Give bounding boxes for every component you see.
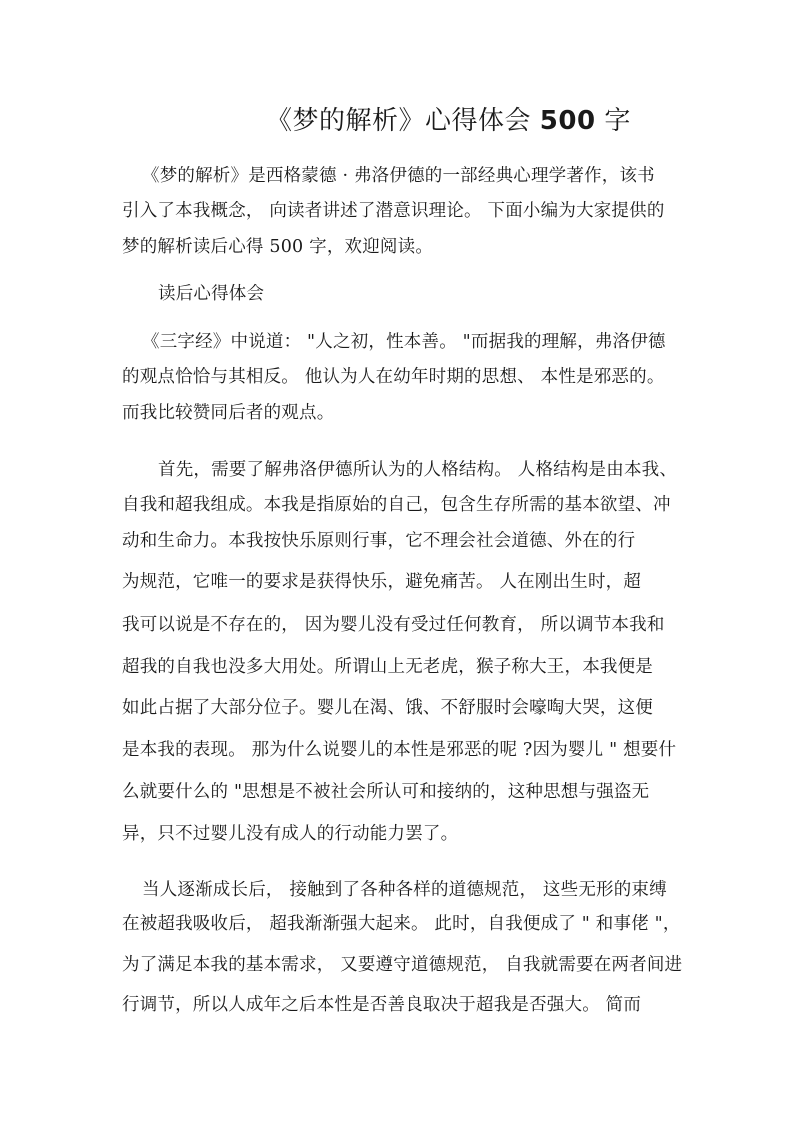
text-line: 为规范，它唯一的要求是获得快乐，避免痛苦。 人在刚出生时，超 <box>122 572 642 592</box>
text-line: 《梦的解析》是西格蒙德 · 弗洛伊德的一部经典心理学著作，该书 <box>142 166 655 186</box>
text-line: 当人逐渐成长后， 接触到了各种各样的道德规范， 这些无形的束缚 <box>142 880 667 900</box>
text-line: 引入了本我概念， 向读者讲述了潜意识理论。 下面小编为大家提供的 <box>122 201 665 221</box>
section-heading: 读后心得体会 <box>158 284 265 304</box>
text-line: 么就要什么的 "思想是不被社会所认可和接纳的，这种思想与强盗无 <box>122 782 650 802</box>
text-line: 异，只不过婴儿没有成人的行动能力罢了。 <box>122 824 459 844</box>
text-line: 我可以说是不存在的， 因为婴儿没有受过任何教育， 所以调节本我和 <box>122 615 665 635</box>
text-line: 超我的自我也没多大用处。所谓山上无老虎，猴子称大王，本我便是 <box>122 657 653 677</box>
page-title <box>266 101 631 141</box>
title-text: 《梦的解析》心得体会 <box>266 106 532 136</box>
text-line: 自我和超我组成。本我是指原始的自己，包含生存所需的基本欲望、冲 <box>122 495 671 515</box>
title-suffix: 字 <box>604 106 631 136</box>
text-line: 而我比较赞同后者的观点。 <box>122 403 335 423</box>
text-line: 在被超我吸收后， 超我渐渐强大起来。 此时，自我便成了 " 和事佬 "， <box>122 914 681 934</box>
text-line: 《三字经》中说道： "人之初，性本善。 "而据我的理解，弗洛伊德 <box>142 332 666 352</box>
title-number: 500 <box>539 106 596 136</box>
text-line: 首先，需要了解弗洛伊德所认为的人格结构。 人格结构是由本我、 <box>158 460 678 480</box>
text-line: 的观点恰恰与其相反。 他认为人在幼年时期的思想、 本性是邪恶的。 <box>122 367 665 387</box>
text-line: 如此占据了大部分位子。婴儿在渴、饿、不舒服时会嚎啕大哭，这便 <box>122 698 653 718</box>
text-line: 行调节，所以人成年之后本性是否善良取决于超我是否强大。 简而 <box>122 995 642 1015</box>
text-line: 梦的解析读后心得 500 字，欢迎阅读。 <box>122 237 434 257</box>
text-line: 是本我的表现。 那为什么说婴儿的本性是邪恶的呢 ?因为婴儿 " 想要什 <box>122 740 677 760</box>
text-line: 为了满足本我的基本需求， 又要遵守道德规范， 自我就需要在两者间进 <box>122 955 683 975</box>
text-line: 动和生命力。本我按快乐原则行事，它不理会社会道德、外在的行 <box>122 531 636 551</box>
